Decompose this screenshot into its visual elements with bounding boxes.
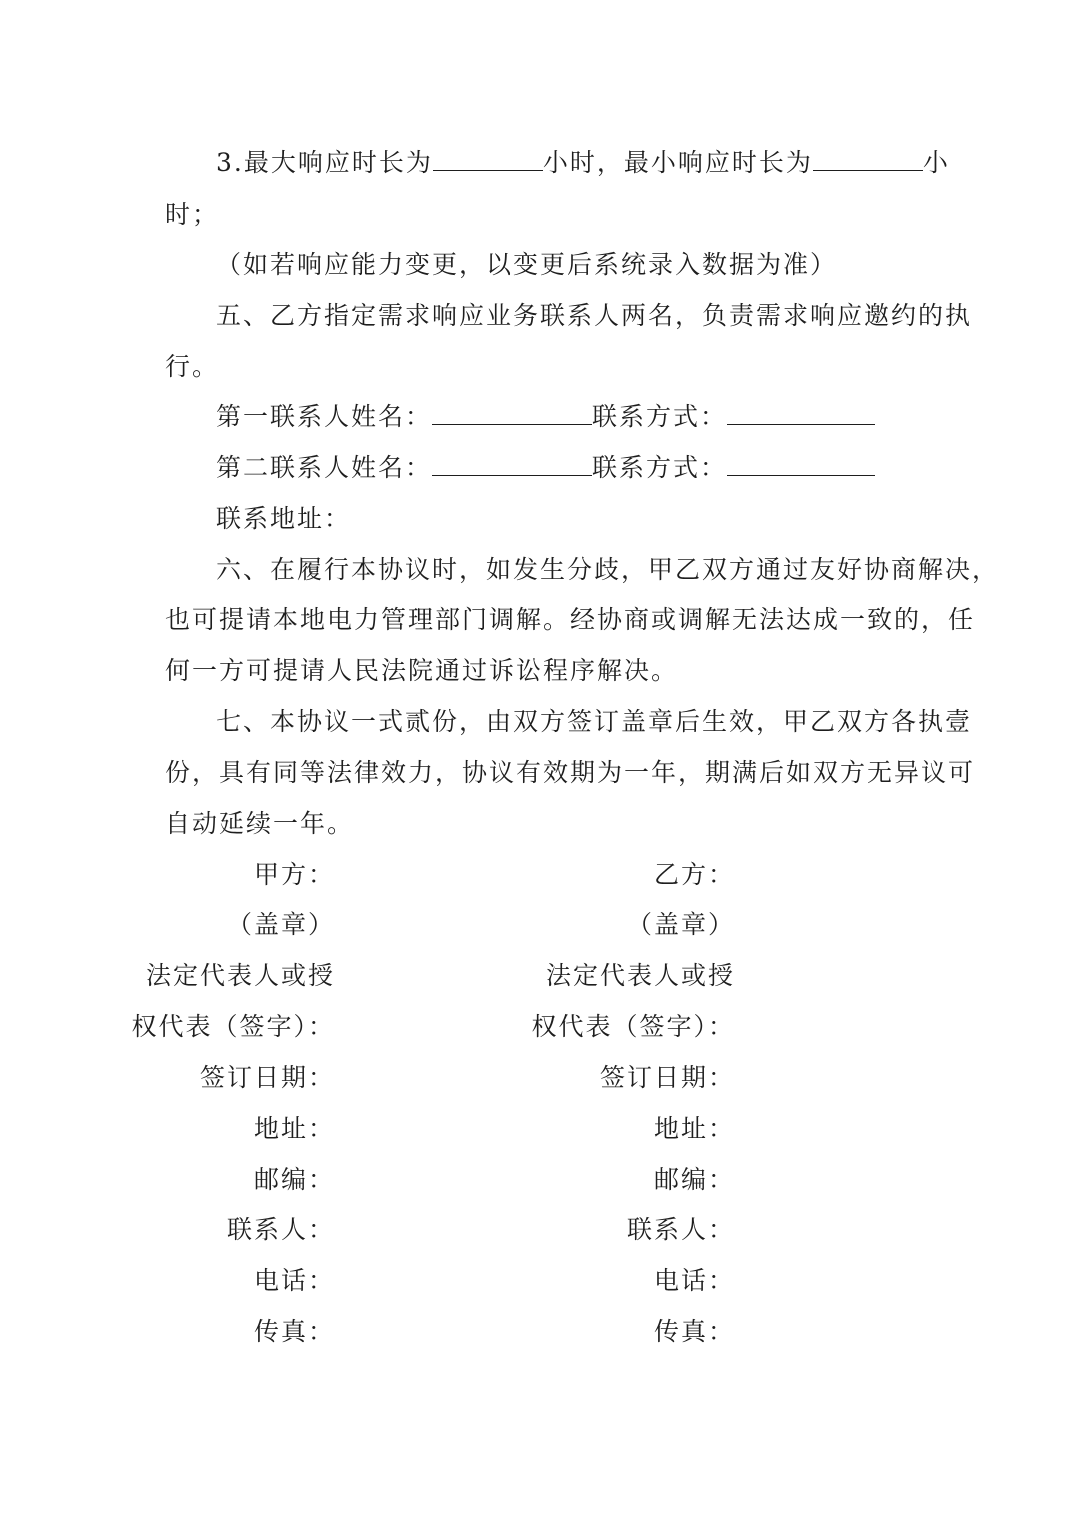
party-a-sign-date: 签订日期： xyxy=(199,1063,335,1092)
second-contact-name-blank xyxy=(432,451,592,476)
clause-3-line xyxy=(216,143,950,183)
party-b-contact: 联系人： xyxy=(626,1215,735,1244)
party-a-seal: （盖章） xyxy=(226,910,335,939)
clause-3-continuation: 时； xyxy=(165,200,220,229)
party-a-phone: 电话： xyxy=(253,1266,335,1295)
party-b-address: 地址： xyxy=(653,1114,735,1143)
party-a-postcode: 邮编： xyxy=(253,1165,335,1194)
first-contact-method-blank xyxy=(727,400,875,425)
clause-5-line-2: 行。 xyxy=(165,352,220,381)
clause-3-text-b: 小时，最小响应时长为 xyxy=(542,148,813,177)
party-a-label: 甲方： xyxy=(253,860,335,889)
party-b-sign-date: 签订日期： xyxy=(599,1063,735,1092)
contact-address-label: 联系地址： xyxy=(216,504,352,533)
party-a-contact: 联系人： xyxy=(226,1215,335,1244)
clause-3-text-a: 3.最大响应时长为 xyxy=(216,148,433,177)
second-contact-method-label: 联系方式： xyxy=(592,453,728,482)
party-a-fax: 传真： xyxy=(253,1317,335,1346)
party-a-rep-line-2: 权代表（签字）： xyxy=(131,1012,335,1041)
first-contact-method-label: 联系方式： xyxy=(592,402,728,431)
party-b-rep-line-1: 法定代表人或授 xyxy=(545,961,735,990)
clause-6-line-2: 也可提请本地电力管理部门调解。经协商或调解无法达成一致的，任 xyxy=(165,605,976,634)
clause-7-line-3: 自动延续一年。 xyxy=(165,809,355,838)
party-b-label: 乙方： xyxy=(653,860,735,889)
clause-5-line-1: 五、乙方指定需求响应业务联系人两名，负责需求响应邀约的执 xyxy=(216,301,973,330)
max-response-blank xyxy=(433,146,543,171)
clause-6-line-1: 六、在履行本协议时，如发生分歧，甲乙双方通过友好协商解决， xyxy=(216,555,1000,584)
second-contact-method-blank xyxy=(727,451,875,476)
party-b-seal: （盖章） xyxy=(626,910,735,939)
party-b-postcode: 邮编： xyxy=(653,1165,735,1194)
party-b-fax: 传真： xyxy=(653,1317,735,1346)
response-change-note: （如若响应能力变更，以变更后系统录入数据为准） xyxy=(216,250,838,279)
clause-3-text-c: 小 xyxy=(922,148,950,177)
clause-7-line-1: 七、本协议一式贰份，由双方签订盖章后生效，甲乙双方各执壹 xyxy=(216,707,973,736)
second-contact-name-label: 第二联系人姓名： xyxy=(216,453,433,482)
party-a-address: 地址： xyxy=(253,1114,335,1143)
party-b-phone: 电话： xyxy=(653,1266,735,1295)
second-contact-line xyxy=(216,448,875,488)
first-contact-name-label: 第一联系人姓名： xyxy=(216,402,433,431)
first-contact-line xyxy=(216,397,875,437)
clause-6-line-3: 何一方可提请人民法院通过诉讼程序解决。 xyxy=(165,656,679,685)
first-contact-name-blank xyxy=(432,400,592,425)
min-response-blank xyxy=(813,146,923,171)
party-b-rep-line-2: 权代表（签字）： xyxy=(531,1012,735,1041)
clause-7-line-2: 份，具有同等法律效力，协议有效期为一年，期满后如双方无异议可 xyxy=(165,758,976,787)
party-a-rep-line-1: 法定代表人或授 xyxy=(145,961,335,990)
